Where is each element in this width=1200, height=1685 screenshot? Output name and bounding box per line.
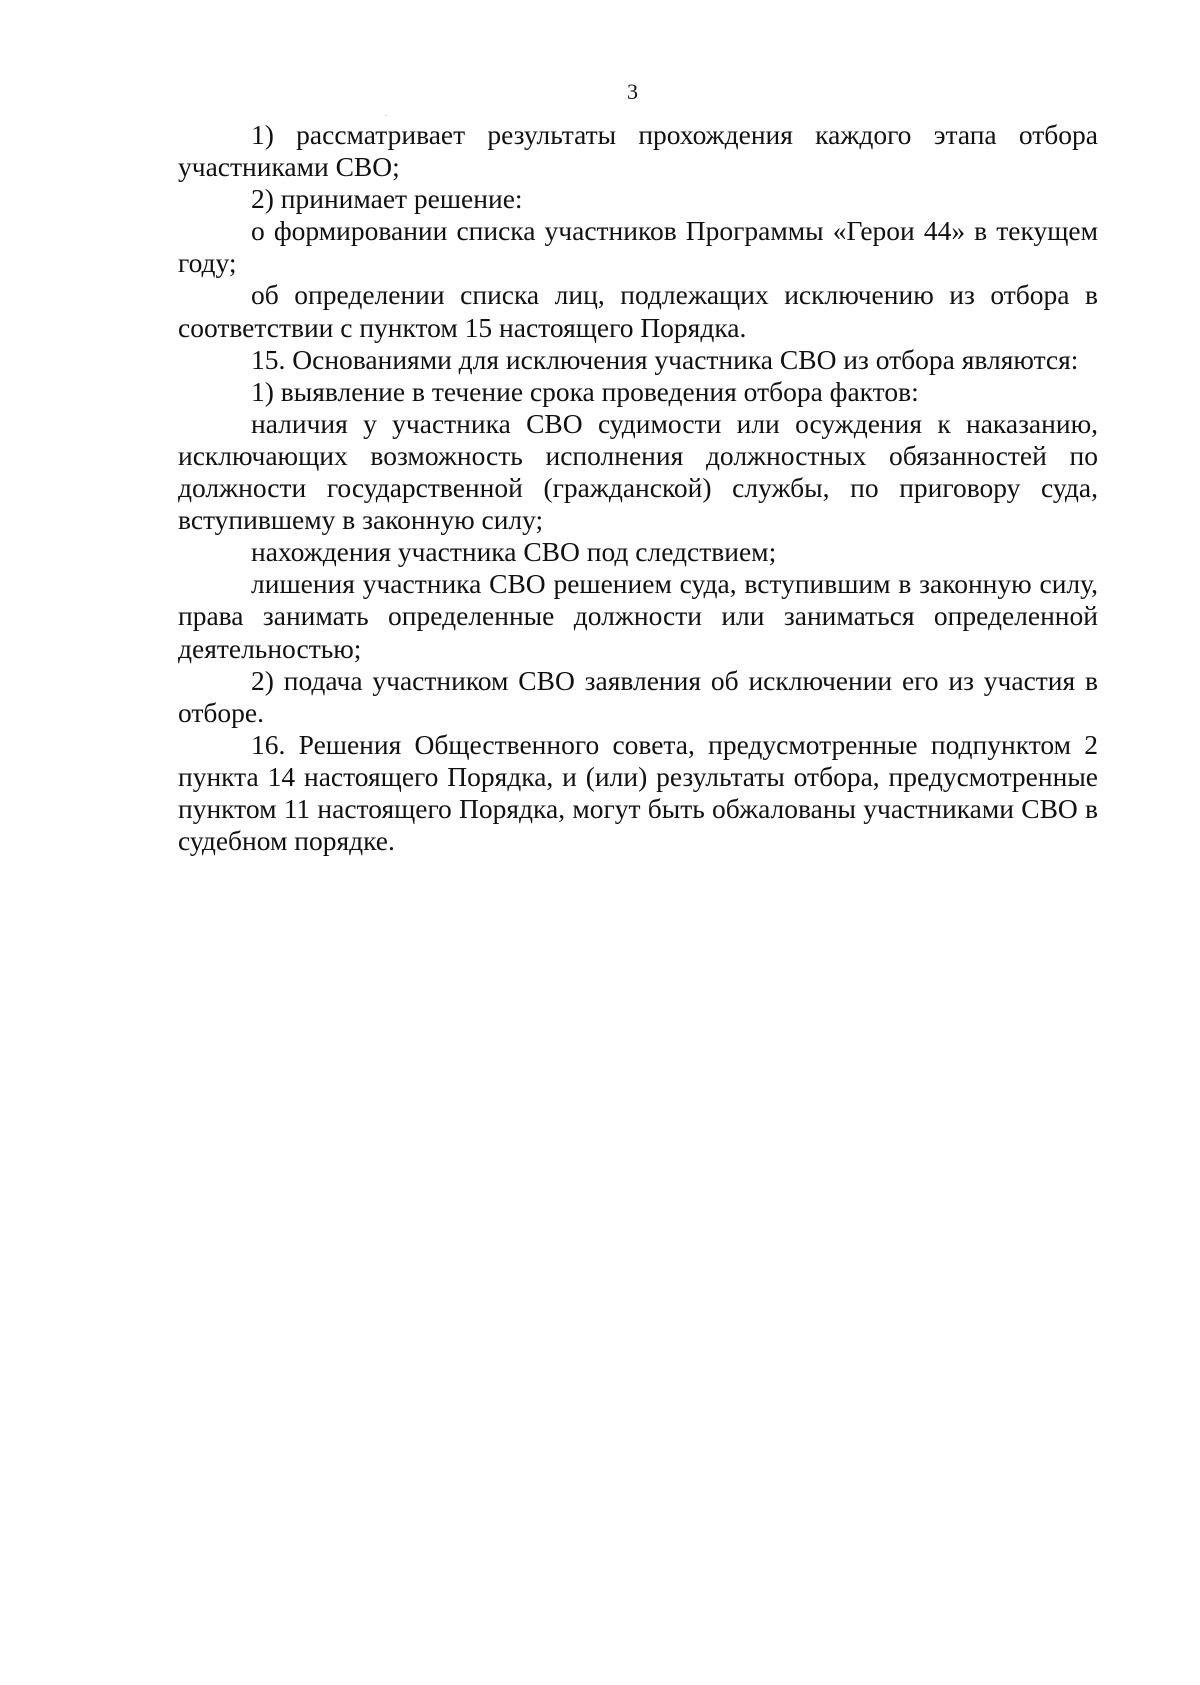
paragraph-15: 15. Основаниями для исключения участника СВО из отбора являются:: [251, 343, 1079, 375]
paragraph-16: 16. Решения Общественного совета, предусмотренные подпунктом 2 пункта 14 настоящего Порядка, и (или) результаты отбора, предусмотренные пунктом 11 настоящего Порядка, могут быть обжалованы участниками СВО в судебном порядке.: [178, 728, 1098, 857]
paragraph-15-1-investigation: нахождения участника СВО под следствием;: [251, 536, 777, 568]
paragraph-14-2: 2) принимает решение:: [251, 183, 523, 215]
paragraph-14-1: 1) рассматривает результаты прохождения каждого этапа отбора участниками СВО;: [178, 119, 1098, 183]
document-body: [178, 119, 1098, 857]
paragraph-15-1-conviction: наличия у участника СВО судимости или осуждения к наказанию, исключающих возможность исполнения должностных обязанностей по должности государственной (гражданской) службы, по приговору суда, вступившему в законную силу;: [178, 407, 1098, 536]
paragraph-15-1-deprivation: лишения участника СВО решением суда, вступившим в законную силу, права занимать определенные должности или заниматься определенной деятельностью;: [178, 568, 1098, 664]
page-number: 3: [627, 79, 638, 104]
paragraph-14-2-list-formation: о формировании списка участников Программы «Герои 44» в текущем году;: [178, 215, 1098, 279]
paragraph-15-2: 2) подача участником СВО заявления об исключении его из участия в отборе.: [178, 664, 1098, 728]
paragraph-14-2-exclusion-list: об определении списка лиц, подлежащих исключению из отбора в соответствии с пунктом 15 настоящего Порядка.: [178, 279, 1098, 343]
paragraph-15-1: 1) выявление в течение срока проведения отбора фактов:: [251, 375, 919, 407]
